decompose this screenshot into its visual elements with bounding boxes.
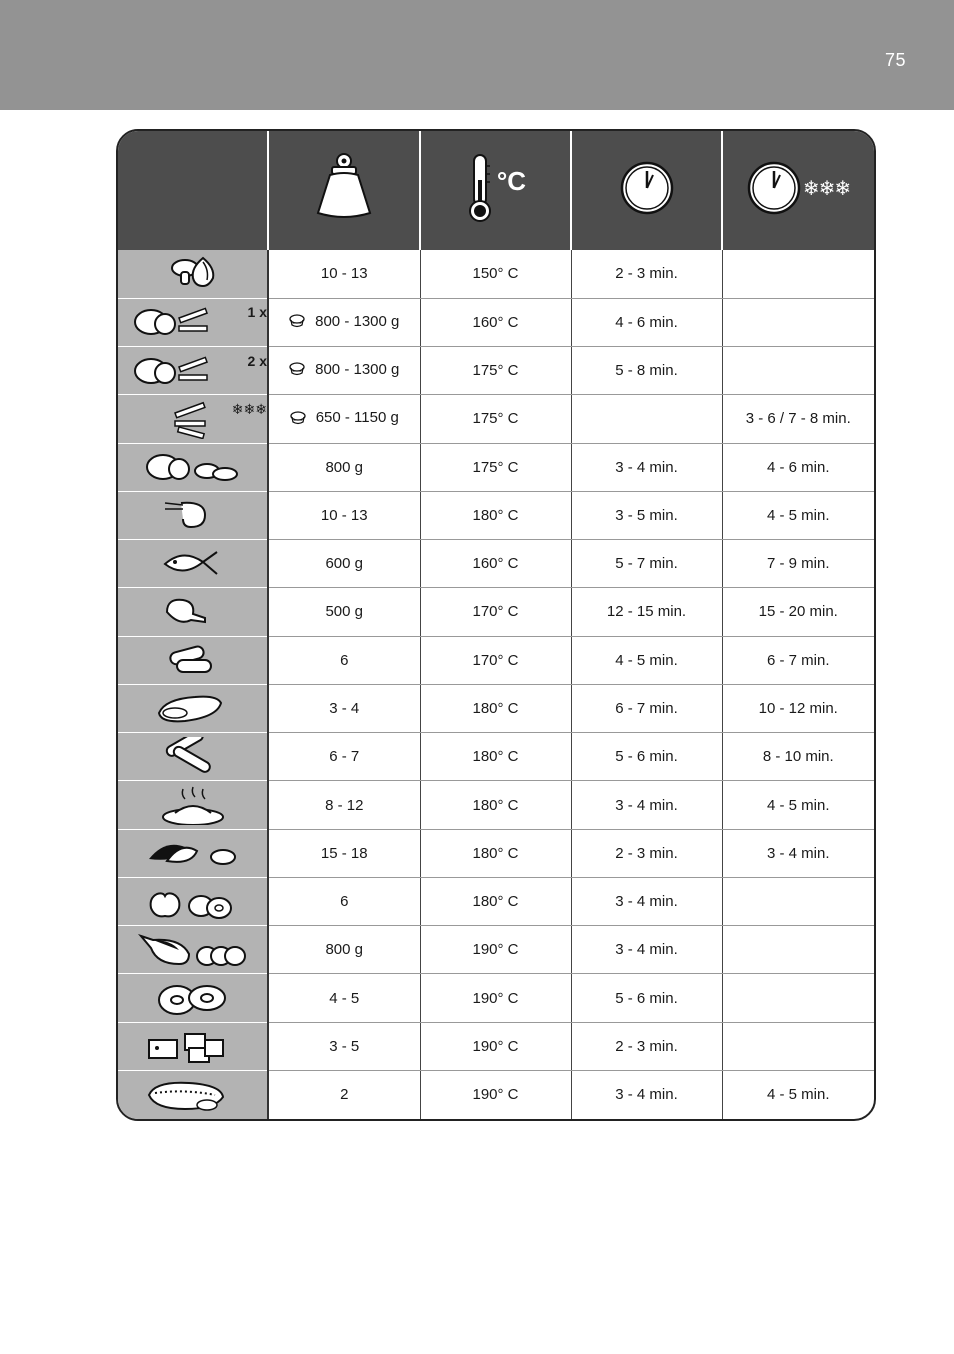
croquettes-icon xyxy=(155,640,231,680)
time-cell xyxy=(571,781,722,829)
batch-badge: 1 x xyxy=(247,304,267,321)
table-row xyxy=(118,250,874,298)
time-cell xyxy=(571,250,722,298)
table-row xyxy=(118,395,874,443)
table-row xyxy=(118,781,874,829)
table-row xyxy=(118,877,874,925)
food-icon-cell xyxy=(118,636,268,684)
frozen-time-value: 3 - 6 / 7 - 8 min. xyxy=(745,410,851,428)
time-value: 3 - 4 min. xyxy=(615,796,678,814)
hot-dish-icon xyxy=(155,785,231,825)
food-icon-cell xyxy=(118,781,268,829)
temperature-cell xyxy=(420,1071,571,1119)
thermometer-icon xyxy=(465,152,495,224)
frozen-time-cell xyxy=(722,926,874,974)
temperature-value: 180° C xyxy=(472,748,519,766)
quantity-value: 6 xyxy=(340,893,349,911)
frozen-time-value: 3 - 4 min. xyxy=(766,844,830,862)
food-icon-cell xyxy=(118,1071,268,1119)
frozen-time-cell xyxy=(722,347,874,395)
time-cell xyxy=(571,974,722,1022)
temperature-cell xyxy=(420,443,571,491)
temperature-value: 180° C xyxy=(472,796,519,814)
table-row xyxy=(118,443,874,491)
food-icon-cell xyxy=(118,877,268,925)
time-value: 12 - 15 min. xyxy=(606,603,687,621)
eggplant-slices-icon xyxy=(137,930,249,970)
temperature-value: 190° C xyxy=(472,989,519,1007)
food-icon-cell xyxy=(118,926,268,974)
clock-icon xyxy=(620,161,674,215)
time-cell xyxy=(571,491,722,539)
quantity-cell xyxy=(268,540,420,588)
frozen-time-cell xyxy=(722,974,874,1022)
food-icon-cell xyxy=(118,733,268,781)
top-bar xyxy=(0,0,954,110)
quantity-value: 10 - 13 xyxy=(320,265,368,283)
temperature-cell xyxy=(420,926,571,974)
quantity-cell xyxy=(268,733,420,781)
time-value: 6 - 7 min. xyxy=(615,700,678,718)
time-cell xyxy=(571,926,722,974)
temperature-cell xyxy=(420,395,571,443)
table-row xyxy=(118,491,874,539)
quantity-cell xyxy=(268,443,420,491)
temperature-value: 175° C xyxy=(472,410,519,428)
quantity-value: 4 - 5 xyxy=(329,989,360,1007)
quantity-cell xyxy=(268,1022,420,1070)
time-cell xyxy=(571,298,722,346)
time-cell xyxy=(571,540,722,588)
table-row xyxy=(118,829,874,877)
time-value: 4 - 5 min. xyxy=(615,651,678,669)
quantity-cell xyxy=(268,491,420,539)
chicken-leg-icon xyxy=(155,592,231,632)
frozen-time-cell xyxy=(722,298,874,346)
food-icon-cell xyxy=(118,491,268,539)
food-icon-cell xyxy=(118,540,268,588)
table-row xyxy=(118,1071,874,1119)
shrimp-icon xyxy=(155,495,231,535)
temperature-value: 180° C xyxy=(472,506,519,524)
temperature-value: 175° C xyxy=(472,362,519,380)
temperature-cell xyxy=(420,491,571,539)
time-cell xyxy=(571,443,722,491)
time-value: 5 - 6 min. xyxy=(615,748,678,766)
quantity-cell xyxy=(268,347,420,395)
food-icon-cell xyxy=(118,443,268,491)
temperature-value: 180° C xyxy=(472,700,519,718)
header-frozen-time xyxy=(722,131,874,250)
potato-slices-icon xyxy=(145,447,241,487)
frozen-time-cell xyxy=(722,829,874,877)
temperature-value: 180° C xyxy=(472,844,519,862)
food-icon-cell xyxy=(118,347,268,395)
temperature-value: 170° C xyxy=(472,651,519,669)
quantity-value: 800 g xyxy=(325,458,364,476)
temperature-cell xyxy=(420,347,571,395)
quantity-cell xyxy=(268,1071,420,1119)
temperature-cell xyxy=(420,250,571,298)
frozen-time-value: 4 - 5 min. xyxy=(766,796,830,814)
time-cell xyxy=(571,347,722,395)
frozen-time-value: 10 - 12 min. xyxy=(758,700,838,718)
temperature-value: 150° C xyxy=(472,265,519,283)
cheese-cubes-icon xyxy=(145,1026,241,1066)
frozen-time-value: 7 - 9 min. xyxy=(766,555,830,573)
quantity-cell xyxy=(268,636,420,684)
quantity-cell xyxy=(268,829,420,877)
table-row xyxy=(118,733,874,781)
time-cell xyxy=(571,1071,722,1119)
fish-icon xyxy=(155,544,231,584)
quantity-value: 600 g xyxy=(325,555,364,573)
quantity-value: 800 g xyxy=(325,941,364,959)
temperature-cell xyxy=(420,829,571,877)
page-number: 75 xyxy=(884,50,906,70)
temperature-value: 190° C xyxy=(472,941,519,959)
quantity-value: 500 g xyxy=(325,603,364,621)
quantity-value: 800 - 1300 g xyxy=(315,360,400,378)
table-row xyxy=(118,540,874,588)
frozen-time-value: 4 - 5 min. xyxy=(766,506,830,524)
quantity-value: 15 - 18 xyxy=(320,844,368,862)
quantity-value: 8 - 12 xyxy=(325,796,364,814)
apple-rings-icon xyxy=(145,882,241,922)
temperature-value: 180° C xyxy=(472,893,519,911)
food-icon-cell xyxy=(118,829,268,877)
frozen-time-value: 8 - 10 min. xyxy=(762,748,834,766)
temperature-value: 190° C xyxy=(472,1086,519,1104)
time-value: 3 - 4 min. xyxy=(615,1086,678,1104)
quantity-cell xyxy=(268,250,420,298)
quantity-value: 3 - 5 xyxy=(329,1037,360,1055)
celsius-label: °C xyxy=(496,166,527,196)
frozen-time-value: 15 - 20 min. xyxy=(758,603,838,621)
quantity-value: 6 xyxy=(340,651,349,669)
quantity-cell xyxy=(268,298,420,346)
temperature-value: 170° C xyxy=(472,603,519,621)
table-row xyxy=(118,974,874,1022)
table-row xyxy=(118,1022,874,1070)
quantity-cell xyxy=(268,877,420,925)
quantity-value: 3 - 4 xyxy=(329,700,360,718)
quantity-value: 800 - 1300 g xyxy=(315,312,400,330)
quantity-cell xyxy=(268,781,420,829)
temperature-cell xyxy=(420,636,571,684)
basket-icon xyxy=(290,411,306,425)
mussels-icon xyxy=(145,833,241,873)
temperature-cell xyxy=(420,733,571,781)
frozen-fries-icon xyxy=(135,399,211,439)
temperature-value: 175° C xyxy=(472,458,519,476)
time-cell xyxy=(571,588,722,636)
clock-snowflake-icon xyxy=(747,161,801,215)
temperature-cell xyxy=(420,684,571,732)
cooking-table-container xyxy=(116,129,876,1121)
frozen-time-value: 4 - 6 min. xyxy=(766,458,830,476)
quantity-cell xyxy=(268,684,420,732)
time-cell xyxy=(571,1022,722,1070)
temperature-cell xyxy=(420,588,571,636)
frozen-time-cell xyxy=(722,684,874,732)
header-time xyxy=(571,131,722,250)
temperature-cell xyxy=(420,298,571,346)
food-icon-cell xyxy=(118,684,268,732)
breaded-fish-icon xyxy=(145,1075,241,1115)
frozen-time-cell xyxy=(722,395,874,443)
time-value: 2 - 3 min. xyxy=(615,265,678,283)
frozen-time-cell xyxy=(722,540,874,588)
header-temperature xyxy=(420,131,571,250)
table-header-row xyxy=(118,131,874,250)
time-cell xyxy=(571,733,722,781)
quantity-cell xyxy=(268,395,420,443)
time-cell xyxy=(571,877,722,925)
spring-rolls-icon xyxy=(155,737,231,777)
time-value: 3 - 4 min. xyxy=(615,893,678,911)
temperature-value: 160° C xyxy=(472,555,519,573)
time-value: 5 - 6 min. xyxy=(615,989,678,1007)
cooking-table xyxy=(118,131,874,1119)
temperature-cell xyxy=(420,974,571,1022)
time-value: 2 - 3 min. xyxy=(615,1037,678,1055)
frozen-time-cell xyxy=(722,636,874,684)
time-value: 3 - 4 min. xyxy=(615,941,678,959)
frozen-time-cell xyxy=(722,733,874,781)
time-value: 5 - 7 min. xyxy=(615,555,678,573)
temperature-value: 160° C xyxy=(472,313,519,331)
potato-fries-icon xyxy=(133,302,229,342)
frozen-time-cell xyxy=(722,1071,874,1119)
snowflake-icon: ❄❄❄ xyxy=(802,177,851,200)
quantity-value: 6 - 7 xyxy=(329,748,360,766)
time-value: 3 - 4 min. xyxy=(615,458,678,476)
time-cell xyxy=(571,684,722,732)
time-cell xyxy=(571,395,722,443)
frozen-time-cell xyxy=(722,1022,874,1070)
table-row xyxy=(118,298,874,346)
quantity-cell xyxy=(268,974,420,1022)
table-row xyxy=(118,347,874,395)
table-row xyxy=(118,636,874,684)
table-row xyxy=(118,926,874,974)
table-row xyxy=(118,588,874,636)
temperature-value: 190° C xyxy=(472,1037,519,1055)
frozen-time-cell xyxy=(722,781,874,829)
time-value: 3 - 5 min. xyxy=(615,506,678,524)
quantity-value: 650 - 1150 g xyxy=(315,409,399,427)
food-icon-cell xyxy=(118,974,268,1022)
basket-icon xyxy=(289,314,305,328)
frozen-time-cell xyxy=(722,588,874,636)
batch-badge: 2 x xyxy=(247,352,267,369)
header-food xyxy=(118,131,268,250)
mushroom-onion-icon xyxy=(155,254,231,294)
time-value: 2 - 3 min. xyxy=(615,844,678,862)
temperature-cell xyxy=(420,877,571,925)
time-cell xyxy=(571,636,722,684)
snowflake-badge-icon: ❄❄❄ xyxy=(231,400,267,417)
basket-icon xyxy=(289,362,305,376)
weight-icon xyxy=(312,151,376,225)
food-icon-cell xyxy=(118,395,268,443)
time-value: 4 - 6 min. xyxy=(615,313,678,331)
temperature-cell xyxy=(420,540,571,588)
quantity-value: 10 - 13 xyxy=(320,506,368,524)
temperature-cell xyxy=(420,1022,571,1070)
quantity-value: 2 xyxy=(340,1086,349,1104)
frozen-time-cell xyxy=(722,250,874,298)
frozen-time-cell xyxy=(722,443,874,491)
time-value: 5 - 8 min. xyxy=(615,362,678,380)
food-icon-cell xyxy=(118,588,268,636)
frozen-time-value: 4 - 5 min. xyxy=(766,1086,830,1104)
frozen-time-cell xyxy=(722,491,874,539)
cutlet-icon xyxy=(155,689,231,729)
temperature-cell xyxy=(420,781,571,829)
quantity-cell xyxy=(268,588,420,636)
food-icon-cell xyxy=(118,1022,268,1070)
table-row xyxy=(118,684,874,732)
time-cell xyxy=(571,829,722,877)
food-icon-cell xyxy=(118,298,268,346)
quantity-cell xyxy=(268,926,420,974)
doughnut-icon xyxy=(155,978,231,1018)
food-icon-cell xyxy=(118,250,268,298)
frozen-time-cell xyxy=(722,877,874,925)
frozen-time-value: 6 - 7 min. xyxy=(766,651,830,669)
header-quantity xyxy=(268,131,420,250)
potato-fries-icon xyxy=(133,351,229,391)
